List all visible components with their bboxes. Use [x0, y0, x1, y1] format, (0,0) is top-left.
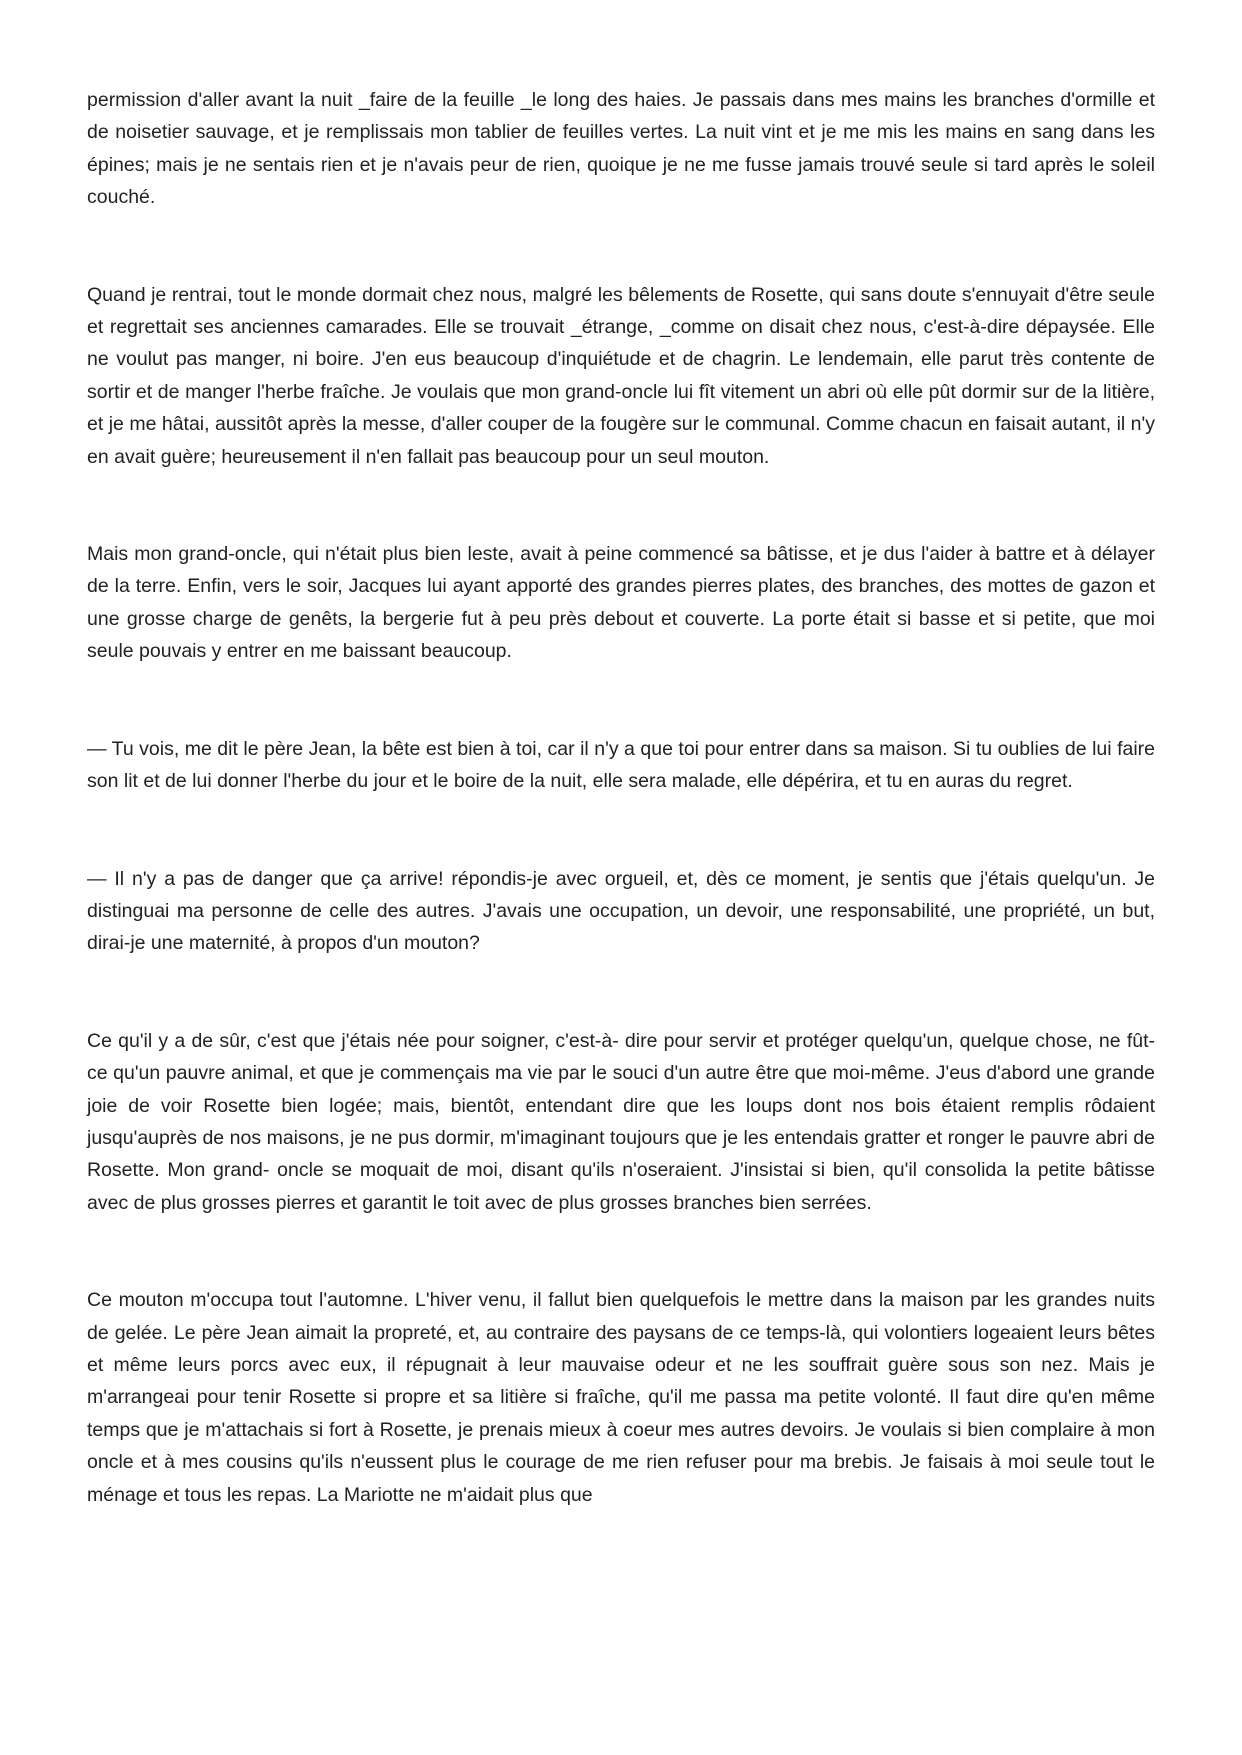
paragraph-2: Quand je rentrai, tout le monde dormait chez nous, malgré les bêlements de Rosette, qui sans doute s'ennuyait d'être seule et regrettait ses anciennes camarades. Elle se trouvait _étrange, _comme on disait chez nous, c'est-à-dire dépaysée. Elle ne voulut pas manger, ni boire. J'en eus beaucoup d'inquiétude et de chagrin. Le lendemain, elle parut très contente de sortir et de manger l'herbe fraîche. Je voulais que mon grand-oncle lui fît vitement un abri où elle pût dormir sur de la litière, et je me hâtai, aussitôt après la messe, d'aller couper de la fougère sur le communal. Comme chacun en faisait autant, il n'y en avait guère; heureusement il n'en fallait pas beaucoup pour un seul mouton.	[87, 283, 1155, 468]
paragraph-7: Ce mouton m'occupa tout l'automne. L'hiver venu, il fallut bien quelquefois le mettre dans la maison par les grandes nuits de gelée. Le père Jean aimait la propreté, et, au contraire des paysans de ce temps-là, qui volontiers logeaient leurs bêtes et même leurs porcs avec eux, il répugnait à leur mauvaise odeur et ne les souffrait guère sous son nez. Mais je m'arrangeai pour tenir Rosette si propre et sa litière si fraîche, qu'il me passa ma petite volonté. Il faut dire qu'en même temps que je m'attachais si fort à Rosette, je prenais mieux à coeur mes autres devoirs. Je voulais si bien complaire à mon oncle et à mes cousins qu'ils n'eussent plus le courage de me rien refuser pour ma brebis. Je faisais à moi seule tout le ménage et tous les repas. La Mariotte ne m'aidait plus que	[87, 1289, 1155, 1506]
paragraph-4: — Tu vois, me dit le père Jean, la bête est bien à toi, car il n'y a que toi pour entrer dans sa maison. Si tu oublies de lui faire son lit et de lui donner l'herbe du jour et le boire de la nuit, elle sera malade, elle dépérira, et tu en auras du regret.	[87, 737, 1155, 793]
paragraph-5: — Il n'y a pas de danger que ça arrive! répondis-je avec orgueil, et, dès ce moment, je sentis que j'étais quelqu'un. Je distinguai ma personne de celle des autres. J'avais une occupation, un devoir, une responsabilité, une propriété, un but, dirai-je une maternité, à propos d'un mouton?	[87, 867, 1155, 955]
paragraph-1: permission d'aller avant la nuit _faire de la feuille _le long des haies. Je passais dans mes mains les branches d'ormille et de noisetier sauvage, et je remplissais mon tablier de feuilles vertes. La nuit vint et je me mis les mains en sang dans les épines; mais je ne sentais rien et je n'avais peur de rien, quoique je ne me fusse jamais trouvé seule si tard après le soleil couché.	[87, 89, 1155, 209]
paragraph-6: Ce qu'il y a de sûr, c'est que j'étais née pour soigner, c'est-à- dire pour servir et protéger quelqu'un, quelque chose, ne fût-ce qu'un pauvre animal, et que je commençais ma vie par le souci d'un autre être que moi-même. J'eus d'abord une grande joie de voir Rosette bien logée; mais, bientôt, entendant dire que les loups dont nos bois étaient remplis rôdaient jusqu'auprès de nos maisons, je ne pus dormir, m'imaginant toujours que je les entendais gratter et ronger le pauvre abri de Rosette. Mon grand- oncle se moquait de moi, disant qu'ils n'oseraient. J'insistai si bien, qu'il consolida la petite bâtisse avec de plus grosses pierres et garantit le toit avec de plus grosses branches bien serrées.	[87, 1029, 1155, 1214]
paragraph-3: Mais mon grand-oncle, qui n'était plus bien leste, avait à peine commencé sa bâtisse, et je dus l'aider à battre et à délayer de la terre. Enfin, vers le soir, Jacques lui ayant apporté des grandes pierres plates, des branches, des mottes de gazon et une grosse charge de genêts, la bergerie fut à peu près debout et couverte. La porte était si basse et si petite, que moi seule pouvais y entrer en me baissant beaucoup.	[87, 543, 1155, 663]
document-page	[87, 84, 1155, 1511]
